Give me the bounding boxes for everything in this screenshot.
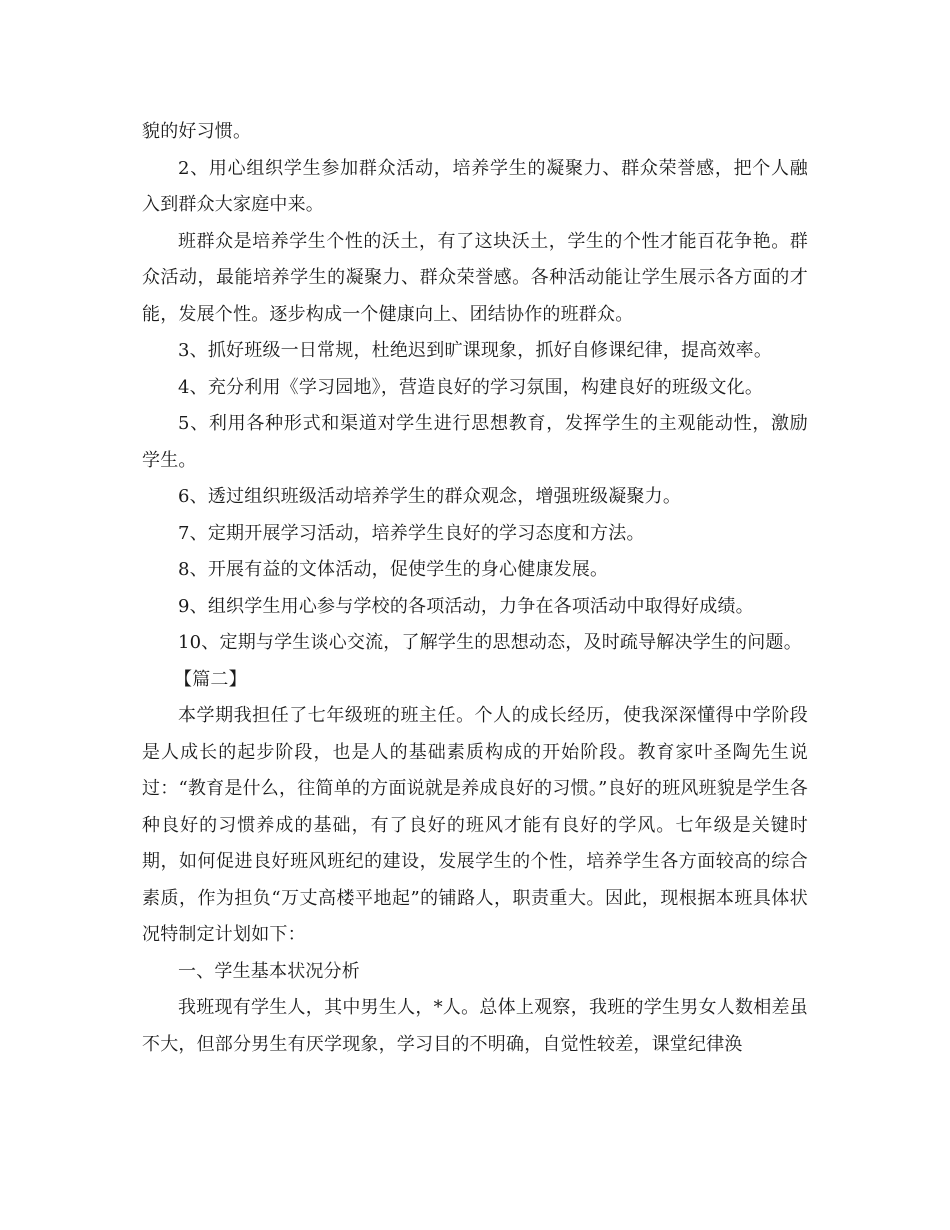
paragraph: 班群众是培养学生个性的沃土，有了这块沃土，学生的个性才能百花争艳。群众活动，最能培养学生的凝聚力、群众荣誉感。各种活动能让学生展示各方面的才能，发展个性。逐步构成一个健康向上、团结协作的班群众。 <box>142 230 808 325</box>
paragraph: 3、抓好班级一日常规，杜绝迟到旷课现象，抓好自修课纪律，提高效率。 <box>178 340 773 361</box>
paragraph: 我班现有学生人，其中男生人，*人。总体上观察，我班的学生男女人数相差虽不大，但部分男生有厌学现象，学习目的不明确，自觉性较差，课堂纪律涣 <box>142 997 808 1055</box>
paragraph: 9、组织学生用心参与学校的各项活动，力争在各项活动中取得好成绩。 <box>178 595 754 617</box>
section-heading: 【篇二】 <box>174 668 247 690</box>
paragraph: 4、充分利用《学习园地》，营造良好的学习氛围，构建良好的班级文化。 <box>178 376 764 398</box>
document-body <box>142 114 808 1063</box>
paragraph: 7、定期开展学习活动，培养学生良好的学习态度和方法。 <box>178 522 645 544</box>
paragraph: 8、开展有益的文体活动，促使学生的身心健康发展。 <box>178 559 609 580</box>
paragraph: 本学期我担任了七年级班的班主任。个人的成长经历，使我深深懂得中学阶段是人成长的起步阶段，也是人的基础素质构成的开始阶段。教育家叶圣陶先生说过：“教育是什么，往简单的方面说就是养成良好的习惯。”良好的班风班貌是学生各种良好的习惯养成的基础，有了良好的班风才能有良好的学风。七年级是关键时期，如何促进良好班风班纪的建设，发展学生的个性，培养学生各方面较高的综合素质，作为担负“万丈高楼平地起”的铺路人，职责重大。因此，现根据本班具体状况特制定计划如下： <box>142 705 808 945</box>
paragraph: 2、用心组织学生参加群众活动，培养学生的凝聚力、群众荣誉感，把个人融入到群众大家庭中来。 <box>142 157 808 215</box>
paragraph: 貌的好习惯。 <box>142 121 252 142</box>
paragraph: 10、定期与学生谈心交流，了解学生的思想动态，及时疏导解决学生的问题。 <box>178 632 802 653</box>
paragraph: 5、利用各种形式和渠道对学生进行思想教育，发挥学生的主观能动性，激励学生。 <box>142 413 808 471</box>
paragraph: 一、学生基本状况分析 <box>178 960 360 982</box>
paragraph: 6、透过组织班级活动培养学生的群众观念，增强班级凝聚力。 <box>178 486 682 507</box>
